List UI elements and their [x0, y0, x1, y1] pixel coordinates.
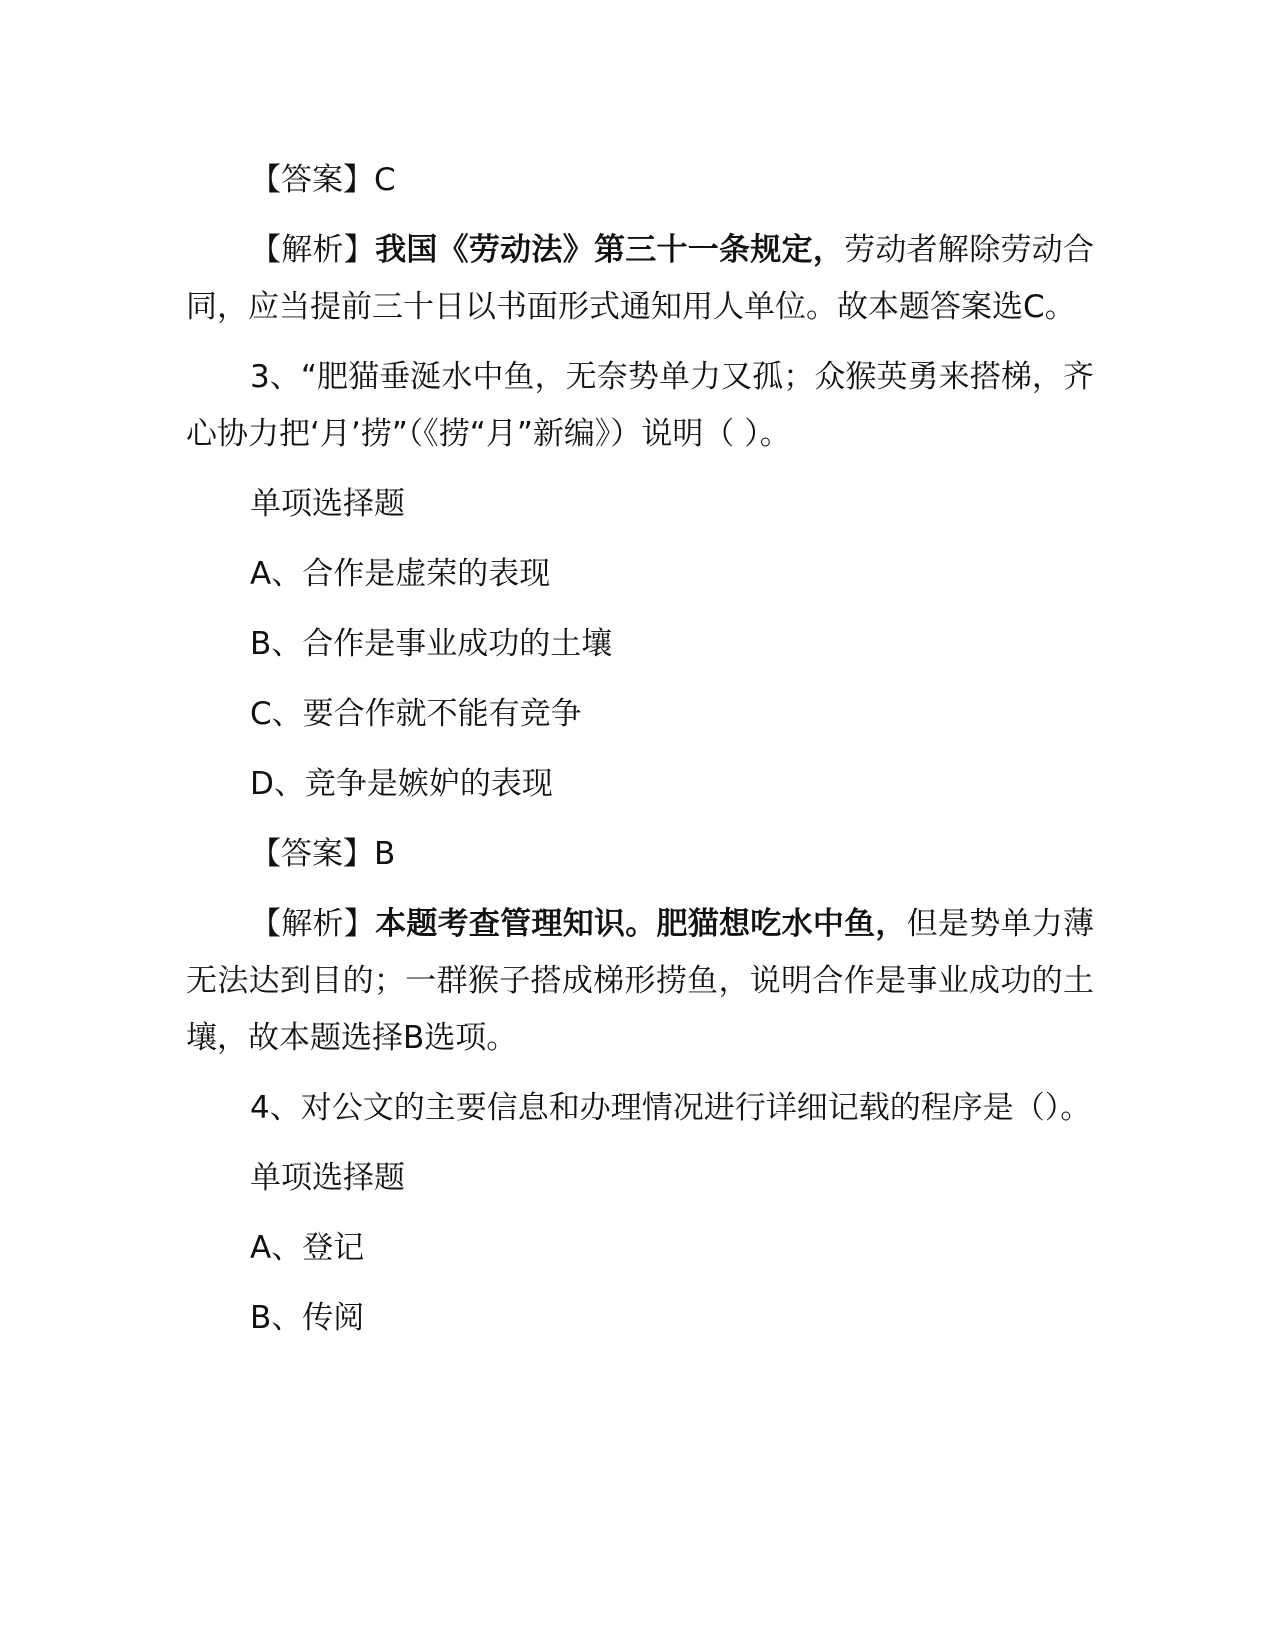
- q3-option-b-text: B、合作是事业成功的土壤: [250, 626, 613, 662]
- q4-stem-text: 4、对公文的主要信息和办理情况进行详细记载的程序是（）。: [250, 1090, 1092, 1126]
- q3-question-type-text: 单项选择题: [250, 486, 405, 522]
- q3-stem: [186, 349, 1094, 463]
- q2-answer-text: 【答案】C: [250, 162, 396, 198]
- q3-option-d: [186, 756, 1094, 813]
- q3-analysis-bold-text: 本题考查管理知识。肥猫想吃水中鱼，: [375, 906, 907, 942]
- q3-option-b: [186, 616, 1094, 673]
- q3-analysis-text: 但是势单力薄无法达到目的；一群猴子搭成梯形捞鱼，说明合作是事业成功的土壤，故本题选择B选项。: [186, 906, 1095, 1056]
- q3-stem-text: 3、“肥猫垂涎水中鱼，无奈势单力又孤；众猴英勇来搭梯，齐心协力把‘月’捞”（《捞“月”新编》）说明（ ）。: [186, 359, 1094, 452]
- q4-option-b: [186, 1290, 1094, 1347]
- q2-answer: [186, 152, 1094, 209]
- q3-answer: [186, 826, 1094, 883]
- q3-analysis: [186, 896, 1094, 1067]
- q2-analysis: [186, 222, 1094, 336]
- q4-option-a-text: A、登记: [250, 1230, 365, 1266]
- q4-option-b-text: B、传阅: [250, 1300, 365, 1336]
- q3-analysis-label: 【解析】: [250, 906, 376, 942]
- q3-option-d-text: D、竞争是嫉妒的表现: [250, 766, 553, 802]
- document-content: [186, 152, 1094, 1360]
- q4-question-type: [186, 1150, 1094, 1207]
- q3-option-c: [186, 686, 1094, 743]
- q3-option-c-text: C、要合作就不能有竞争: [250, 696, 582, 732]
- q3-option-a: [186, 546, 1094, 603]
- q4-stem: [186, 1080, 1094, 1137]
- q3-answer-text: 【答案】B: [250, 836, 396, 872]
- q4-question-type-text: 单项选择题: [250, 1160, 405, 1196]
- q2-analysis-label: 【解析】: [250, 232, 376, 268]
- q3-option-a-text: A、合作是虚荣的表现: [250, 556, 551, 592]
- q4-option-a: [186, 1220, 1094, 1277]
- q3-question-type: [186, 476, 1094, 533]
- q2-analysis-bold-text: 我国《劳动法》第三十一条规定，: [375, 232, 845, 268]
- q2-analysis-text: 劳动者解除劳动合同，应当提前三十日以书面形式通知用人单位。故本题答案选C。: [186, 232, 1095, 325]
